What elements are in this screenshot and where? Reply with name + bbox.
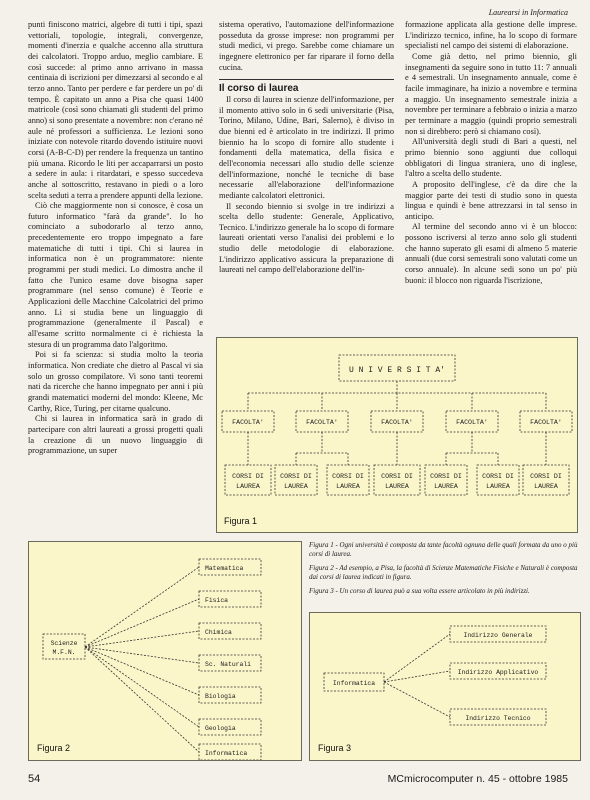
article-column-2 <box>219 20 394 320</box>
figure-3-diagram <box>310 613 580 760</box>
paragraph: Il corso di laurea in scienze dell'informazione, per il momento attivo solo in 6 sedi universitarie (Pisa, Torino, Milano, Udine, Bari, Salerno), è diviso in due bienni ed è articolato in tre indirizzi. Il primo biennio ha lo scopo di fornire allo studente i fondamenti della matematica, della fisica e dell'economia necessari allo studio delle scienze dell'informazione, nonché le tecniche di base necessarie all'elaborazione dell'informazione mediante calcolatori elettronici. <box>219 94 394 200</box>
course-label: CORSI DI <box>430 473 462 480</box>
magazine-issue: MCmicrocomputer n. 45 - ottobre 1985 <box>387 773 568 785</box>
faculty-label: FACOLTA' <box>306 419 338 426</box>
figure-1-diagram <box>217 338 577 532</box>
figure-caption: Figura 1 - Ogni università è composta da tante facoltà ognuna delle quali formata da uno o più corsi di laurea. <box>309 541 578 558</box>
course-label: LAUREA <box>434 483 458 490</box>
course-label: LAUREA <box>534 483 558 490</box>
course-label: CORSI DI <box>280 473 312 480</box>
section-divider <box>219 79 394 80</box>
branch-label: Informatica <box>205 750 248 757</box>
faculty-label: FACOLTA' <box>456 419 488 426</box>
running-title: Laurearsi in Informatica <box>488 8 568 17</box>
faculty-label: FACOLTA' <box>530 419 562 426</box>
paragraph: Chi si laurea in informatica sarà in grado di partecipare con altri laureati a grossi progetti quali la creazione di un nuovo linguaggio di programmazione, un super <box>28 414 203 456</box>
figure-captions <box>309 541 579 602</box>
article-column-3 <box>405 20 577 320</box>
course-label: LAUREA <box>486 483 510 490</box>
figure-3-label: Figura 3 <box>318 743 352 753</box>
paragraph: All'università degli studi di Bari a questi, nel primo biennio sono aggiunti due colloqui obbligatori di lingua straniera, uno di inglese, l'altro a scelta dello studente. <box>405 137 577 179</box>
course-label: CORSI DI <box>232 473 264 480</box>
branch-label: Chimica <box>205 629 232 636</box>
figure-2-diagram <box>29 542 301 760</box>
paragraph: Come già detto, nel primo biennio, gli insegnamenti da seguire sono in tutto 11: 7 annuali e 4 semestrali. Un insegnamento annuale, come è facile immaginare, ha inizio a novembre e termina a maggio. Un insegnamento semestrale inizia a novembre per terminare a febbraio o inizia a marzo per terminare a maggio (quindi proprio semestrali non si direbbero: però si chiamano così). <box>405 51 577 136</box>
branch-label: Indirizzo Generale <box>463 632 533 639</box>
paragraph: Poi si fa scienza: si studia molto la teoria informatica. Non crediate che dietro al Pascal vi sia solo un grosso compilatore. Vi sono tanti teoremi nati da ricerche che hanno impegnato per anni i più grandi matematici moderni del mondo: Kleene, Mc Carthy, Rice, Turing, per citarne qualcuno. <box>28 350 203 413</box>
figure-2-root-label: Scienze <box>50 640 78 647</box>
course-label: CORSI DI <box>332 473 364 480</box>
faculty-label: FACOLTA' <box>232 419 264 426</box>
branch-label: Matematica <box>205 565 244 572</box>
figure-2-root-label: M.F.N. <box>52 649 76 656</box>
branch-label: Fisica <box>205 597 229 604</box>
figure-caption: Figura 2 - Ad esempio, a Pisa, la facoltà di Scienze Matematiche Fisiche e Naturali è composta dai corsi di laurea indicati in figura. <box>309 564 578 581</box>
figure-1-root-label: U N I V E R S I T A' <box>348 366 446 375</box>
figure-1 <box>216 337 578 533</box>
figure-1-label: Figura 1 <box>224 516 258 526</box>
paragraph: formazione applicata alla gestione delle imprese. L'indirizzo tecnico, infine, ha lo scopo di formare specialisti nel campo dei sistemi di elaborazione. <box>405 20 577 51</box>
course-label: LAUREA <box>284 483 308 490</box>
branch-label: Sc. Naturali <box>205 661 252 668</box>
figure-2 <box>28 541 302 761</box>
course-label: LAUREA <box>336 483 360 490</box>
figure-3 <box>309 612 581 761</box>
faculty-label: FACOLTA' <box>381 419 413 426</box>
branch-label: Indirizzo Tecnico <box>465 715 531 722</box>
course-label: CORSI DI <box>381 473 413 480</box>
paragraph: sistema operativo, l'automazione dell'informazione posseduta da grosse imprese: non programmi per studi medici, vi prego. Sarebbe come chiamare un ingegnere elettronico per far riparare il forno della cucina. <box>219 20 394 72</box>
paragraph: A proposito dell'inglese, c'è da dire che la maggior parte dei testi di studio sono in questa lingua e quindi è bene attrezzarsi in tal senso in anticipo. <box>405 179 577 221</box>
paragraph: Ciò che maggiormente non si conosce, è cosa un futuro informatico "farà da grande". Io ho cominciato a subodorarlo al terzo anno, precedentemente ero troppo impegnato a fare matematiche di tutti i tipi. Chi si laurea in informatica non è un programmatore: niente programmi per studi medici. Lo dimostra anche il fatto che l'unico esame dove bisogna saper programmare (nel senso comune) è Teorie e Applicazioni delle Macchine Calcolatrici del primo anno. Lì si studia bene un linguaggio di programmazione (generalmente il Pascal) e all'esame scritto normalmente ci è richiesta la stesura di un programma dato l'algoritmo. <box>28 201 203 349</box>
branch-label: Geologia <box>205 725 236 732</box>
course-label: LAUREA <box>236 483 260 490</box>
paragraph: Il secondo biennio si svolge in tre indirizzi a scelta dello studente: Generale, Applicativo, Tecnico. L'indirizzo generale ha lo scopo di formare laureati orientati verso l'analisi dei problemi e lo studio delle metodologie di elaborazione. L'indirizzo applicativo assicura la preparazione di laureati nel campo dell'elaborazione dell'in- <box>219 201 394 275</box>
page-number: 54 <box>28 773 41 785</box>
paragraph: Al termine del secondo anno vi è un blocco: possono iscriversi al terzo anno solo gli studenti che hanno superato gli esami di almeno 5 materie annuali (due corsi semestrali sono valutati come un corso annuale). In alcune sedi sono un po' più buoni: il blocco non riguarda l'iscrizione, <box>405 222 577 285</box>
figure-3-root-label: Informatica <box>332 680 376 687</box>
section-title: Il corso di laurea <box>219 83 299 95</box>
course-label: CORSI DI <box>530 473 562 480</box>
course-label: CORSI DI <box>482 473 514 480</box>
paragraph: punti finiscono matrici, algebre di tutti i tipi, spazi vettoriali, topologie, integrali, convergenze, momenti d'inerzia e qualche accenno alla struttura dei calcolatori. Troppo arduo, meglio cambiare. E così succede: al primo anno arrivano in massa centinaia di iscrizioni per dimezzarsi al secondo e al terzo anno. Tanto per perdere e far perdere un po' di tempo. È capitato un anno a Pisa che quasi 1400 matricole (così sono chiamati gli studenti del primo anno) si sono presentate a novembre: non c'erano né aule né professori a sufficienza. Le lezioni sono iniziate con notevole ritardo dovendo istituire nuovi corsi (A-B-C-D) per rendere la frequenza un tantino più umana. Ricordo le liti per accaparrarsi un posto a sedere in aula: i ritardatari, e spesso succedeva anche al sottoscritto, restavano in piedi o a loro scelta seduti a terra a prendere appunti della lezione. <box>28 20 203 200</box>
branch-label: Biologia <box>205 693 236 700</box>
course-label: LAUREA <box>385 483 409 490</box>
branch-label: Indirizzo Applicativo <box>457 669 539 676</box>
figure-caption: Figura 3 - Un corso di laurea può a sua volta essere articolato in più indirizzi. <box>309 587 530 596</box>
figure-2-label: Figura 2 <box>37 743 71 753</box>
article-column-1 <box>28 20 203 535</box>
